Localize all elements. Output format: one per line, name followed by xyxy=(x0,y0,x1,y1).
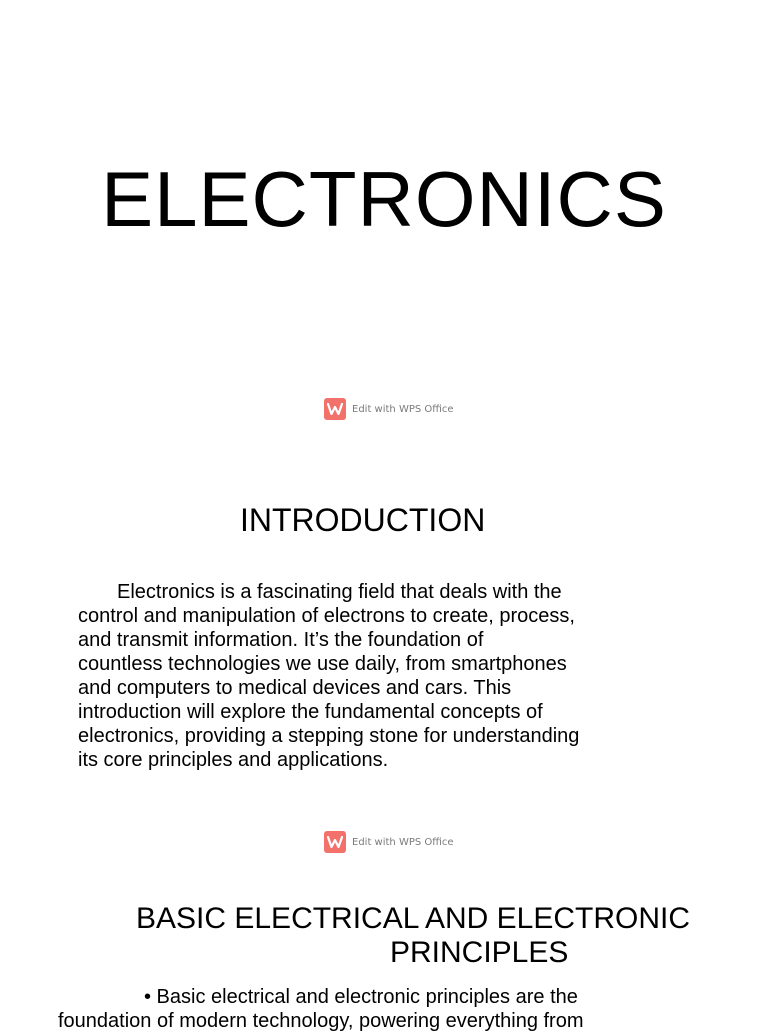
wps-watermark[interactable] xyxy=(324,398,454,420)
wps-office-icon xyxy=(324,831,346,853)
bullet-line: • Basic electrical and electronic principles are the xyxy=(144,986,578,1008)
basic-principles-paragraph xyxy=(58,985,758,1033)
paragraph-line: Electronics is a fascinating field that deals with the xyxy=(117,581,562,603)
heading-line: BASIC ELECTRICAL AND ELECTRONIC xyxy=(136,902,691,935)
paragraph-line: introduction will explore the fundamental concepts of xyxy=(78,701,543,723)
paragraph-line: countless technologies we use daily, from smartphones xyxy=(78,653,567,675)
paragraph-line: control and manipulation of electrons to create, process, xyxy=(78,605,575,627)
introduction-heading: INTRODUCTION xyxy=(240,502,486,538)
paragraph-line: electronics, providing a stepping stone for understanding xyxy=(78,725,580,747)
introduction-paragraph xyxy=(78,580,718,772)
paragraph-line: foundation of modern technology, powering everything from xyxy=(58,1010,584,1032)
heading-line: PRINCIPLES xyxy=(390,936,569,969)
wps-watermark[interactable] xyxy=(324,831,454,853)
paragraph-line: and computers to medical devices and cars. This xyxy=(78,677,512,699)
wps-office-icon xyxy=(324,398,346,420)
document-title: ELECTRONICS xyxy=(101,155,667,243)
wps-watermark-label: Edit with WPS Office xyxy=(352,836,454,848)
wps-watermark-label: Edit with WPS Office xyxy=(352,403,454,415)
basic-principles-heading xyxy=(110,902,750,970)
paragraph-line: its core principles and applications. xyxy=(78,749,389,771)
paragraph-line: and transmit information. It’s the foundation of xyxy=(78,629,484,651)
